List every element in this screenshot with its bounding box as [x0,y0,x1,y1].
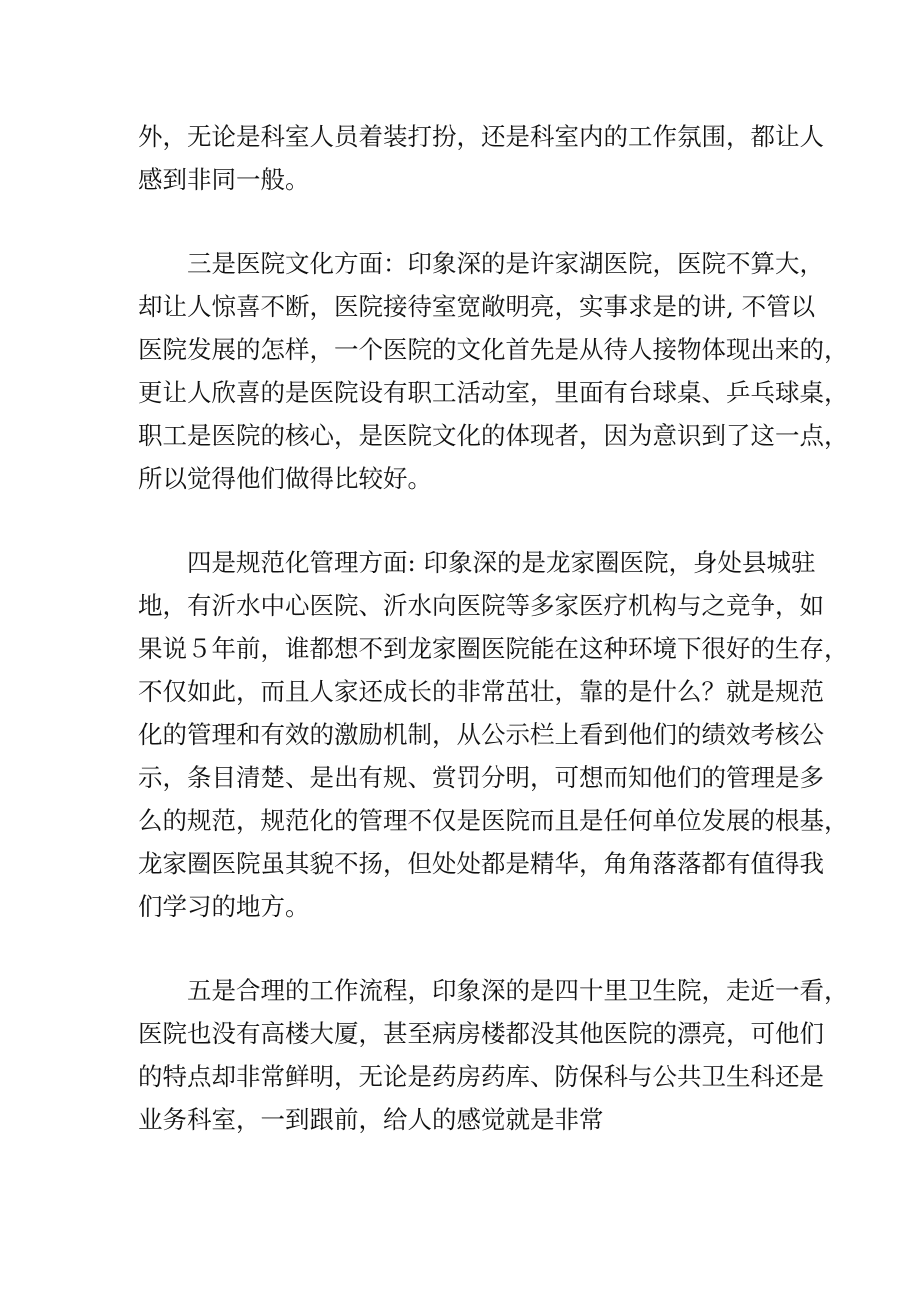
text-line: 职工是医院的核心，是医院文化的体现者，因为意识到了这一点， [138,421,849,450]
text-line: 么的规范，规范化的管理不仅是医院而且是任何单位发展的根基， [138,806,849,835]
text-line: 示，条目清楚、是出有规、赏罚分明，可想而知他们的管理是多 [138,763,824,792]
text-line: 医院发展的怎样，一个医院的文化首先是从待人接物体现出来的， [138,335,849,364]
paragraph-continuation [138,115,824,201]
text-line: 更让人欣喜的是医院设有职工活动室，里面有台球桌、乒乓球桌， [138,378,849,407]
text-line: 三是医院文化方面：印象深的是许家湖医院，医院不算大， [187,249,824,278]
text-line: 们学习的地方。 [138,892,310,921]
text-line: 地，有沂水中心医院、沂水向医院等多家医疗机构与之竞争，如 [138,591,824,620]
text-line: 五是合理的工作流程，印象深的是四十里卫生院，走近一看， [187,976,849,1005]
paragraph-work-process [138,969,849,1141]
text-line: 却让人惊喜不断，医院接待室宽敞明亮，实事求是的讲, 不管以 [138,292,816,321]
text-line: 所以觉得他们做得比较好。 [138,464,432,493]
paragraph-standardized-management [138,541,849,928]
paragraph-hospital-culture [138,242,849,500]
text-line: 果说５年前，谁都想不到龙家圈医院能在这种环境下很好的生存， [138,634,849,663]
text-line: 业务科室，一到跟前，给人的感觉就是非常 [138,1105,604,1134]
text-line: 不仅如此，而且人家还成长的非常茁壮，靠的是什么？就是规范 [138,677,824,706]
text-line: 感到非同一般。 [138,165,310,194]
text-line: 龙家圈医院虽其貌不扬，但处处都是精华，角角落落都有值得我 [138,849,824,878]
text-line: 化的管理和有效的激励机制，从公示栏上看到他们的绩效考核公 [138,720,824,749]
text-line: 四是规范化管理方面: 印象深的是龙家圈医院，身处县城驻 [187,548,816,577]
text-line: 外，无论是科室人员着装打扮，还是科室内的工作氛围，都让人 [138,122,824,151]
text-line: 医院也没有高楼大厦，甚至病房楼都没其他医院的漂亮，可他们 [138,1019,824,1048]
text-line: 的特点却非常鲜明，无论是药房药库、防保科与公共卫生科还是 [138,1062,824,1091]
